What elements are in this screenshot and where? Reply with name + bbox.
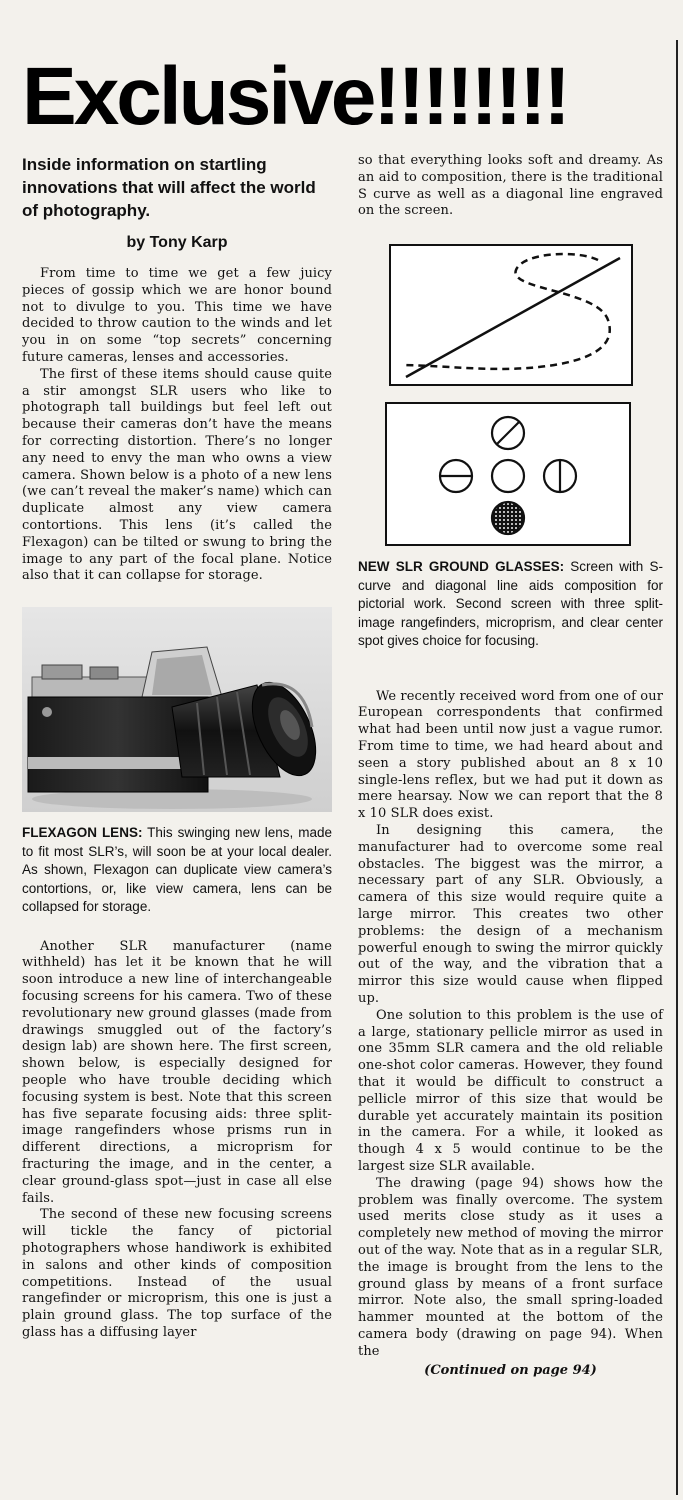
- right-column: [358, 153, 663, 1378]
- flexagon-lens-image: [22, 607, 332, 812]
- caption-text: Screen with S-curve and diagonal line aids composition for pictorial work. Second screen with three split-image rangefinders, microprism, and clear center spot gives choice for focusing.: [358, 559, 663, 649]
- paragraph: The second of these new focusing screens will tickle the fancy of pictorial photographers whose handiwork is exhibited in salons and other kinds of composition competitions. Instead of the usual rangefinder or microprism, this one is just a plain ground glass. The top surface of the glass has a diffusing layer: [22, 1207, 332, 1340]
- s-curve-screen-diagram: [358, 240, 658, 390]
- paragraph: One solution to this problem is the use of a large, stationary pellicle mirror as used in one 35mm SLR camera and the old reliable one-shot color cameras. However, they found that it would be difficult to construct a pellicle mirror of this size that would be durable yet accurately maintain its position in the camera. For a while, it looked as though 4 x 5 would continue to be the largest size SLR available.: [358, 1007, 663, 1174]
- flexagon-caption: [22, 824, 332, 917]
- paragraph: The first of these items should cause quite a stir amongst SLR users who like to photograph tall buildings but feel left out because their cameras don’t have the means for correcting distortion. There’s no longer any need to envy the man who owns a view camera. Shown below is a photo of a new lens (we can’t reveal the maker’s name) which can duplicate almost any view camera contortions. This lens (it’s called the Flexagon) can be tilted or swung to bring the image to any part of the focal plane. Notice also that it can collapse for storage.: [22, 366, 332, 584]
- ground-glass-caption: [358, 558, 663, 651]
- caption-text: This swinging new lens, made to fit most SLR’s, will soon be at your local dealer. As shown, Flexagon can duplicate view camera’s contortions, or, like view camera, lens can be collapsed for storage.: [22, 825, 332, 915]
- caption-head: FLEXAGON LENS:: [22, 825, 143, 841]
- continued-note: (Continued on page 94): [424, 1362, 597, 1378]
- headline: Exclusive!!!!!!!!: [22, 51, 568, 142]
- paragraph: In designing this camera, the manufacturer had to overcome some real obstacles. The biggest was the mirror, a necessary part of any SLR. Obviously, a camera of this size would require quite a large mirror. This creates two other problems: the design of a mechanism powerful enough to swing the mirror quickly out of the way, and the vibration that a mirror this size would cause when flipped up.: [358, 823, 663, 1007]
- clear-center-spot: [492, 460, 524, 492]
- focusing-aids-screen-diagram: [358, 398, 658, 548]
- paragraph: The drawing (page 94) shows how the problem was finally overcome. The system used merits close study as it uses a completely new method of moving the mirror out of the way. Note that as in a regular SLR, the image is brought from the lens to the ground glass by means of a front surface mirror. Note also, the small spring-loaded hammer mounted at the bottom of the camera body (drawing on page 94). When the: [358, 1175, 663, 1359]
- paragraph: From time to time we get a few juicy pieces of gossip which we are honor bound not to divulge to you. This time we have decided to throw caution to the winds and let you in on some “top secrets” concerning future cameras, lenses and accessories.: [22, 266, 332, 365]
- caption-head: NEW SLR GROUND GLASSES:: [358, 559, 565, 575]
- byline: by Tony Karp: [126, 234, 228, 251]
- paragraph: so that everything looks soft and dreamy. As an aid to composition, there is the traditional S curve as well as a diagonal line engraved on the screen.: [358, 153, 663, 219]
- paragraph: Another SLR manufacturer (name withheld) has let it be known that he will soon introduce a new line of interchangeable focusing screens for his camera. Two of these revolutionary new ground glasses (made from drawings smuggled out of the factory’s design lab) are shown here. The first screen, shown below, is especially designed for people who have trouble deciding which focusing system is best. Note that this screen has five separate focusing aids: three split-image rangefinders whose prisms run in different directions, a microprism for fracturing the image, and in the center, a clear ground-glass spot—just in case all else fails.: [22, 938, 332, 1206]
- paragraph: We recently received word from one of our European correspondents that confirmed what had been until now just a vague rumor. From time to time, we had heard about and seen a story published about an 8 x 10 single-lens reflex, but we had put it down as mere hearsay. Now we can report that the 8 x 10 SLR does exist.: [358, 688, 664, 822]
- flexagon-photo: [22, 607, 332, 812]
- deck: Inside information on startling innovations that will affect the world of photography.: [22, 155, 316, 220]
- left-column: [22, 153, 332, 1342]
- column-rule: [676, 40, 678, 1495]
- microprism: [492, 502, 524, 534]
